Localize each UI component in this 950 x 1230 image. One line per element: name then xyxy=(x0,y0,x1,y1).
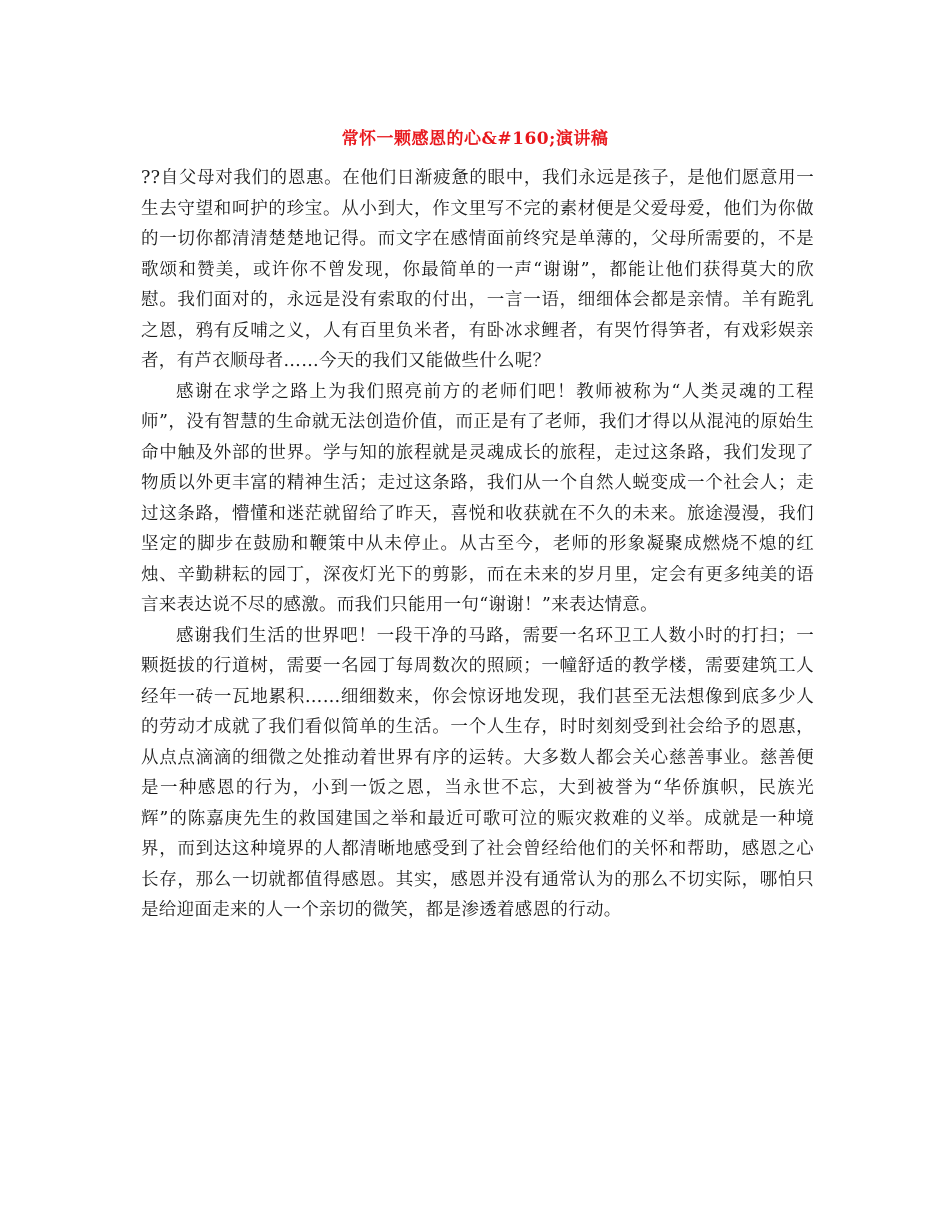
paragraph-parents: ??自父母对我们的恩惠。在他们日渐疲惫的眼中，我们永远是孩子，是他们愿意用一生去守望和呵护的珍宝。从小到大，作文里写不完的素材便是父爱母爱，他们为你做的一切你都清清楚楚地记得。而文字在感情面前终究是单薄的，父母所需要的，不是歌颂和赞美，或许你不曾发现，你最简单的一声“谢谢”，都能让他们获得莫大的欣慰。我们面对的，永远是没有索取的付出，一言一语，细细体会都是亲情。羊有跪乳之恩，鸦有反哺之义，人有百里负米者，有卧冰求鲤者，有哭竹得笋者，有戏彩娱亲者，有芦衣顺母者……今天的我们又能做些什么呢？ xyxy=(141,168,814,371)
paragraph-society: 感谢我们生活的世界吧！一段干净的马路，需要一名环卫工人数小时的打扫；一颗挺拔的行道树，需要一名园丁每周数次的照顾；一幢舒适的教学楼，需要建筑工人经年一砖一瓦地累积……细细数来，你会惊讶地发现，我们甚至无法想像到底多少人的劳动才成就了我们看似简单的生活。一个人生存，时时刻刻受到社会给予的恩惠，从点点滴滴的细微之处推动着世界有序的运转。大多数人都会关心慈善事业。慈善便是一种感恩的行为，小到一饭之恩，当永世不忘，大到被誉为“华侨旗帜，民族光辉”的陈嘉庚先生的救国建国之举和最近可歌可泣的赈灾救难的义举。成就是一种境界，而到达这种境界的人都清晰地感受到了社会曾经给他们的关怀和帮助，感恩之心长存，那么一切就都值得感恩。其实，感恩并没有通常认为的那么不切实际，哪怕只是给迎面走来的人一个亲切的微笑，都是渗透着感恩的行动。 xyxy=(141,625,814,920)
page-title: 常怀一颗感恩的心&#160;演讲稿 xyxy=(341,129,609,149)
paragraph-teachers: 感谢在求学之路上为我们照亮前方的老师们吧！教师被称为“人类灵魂的工程师”，没有智慧的生命就无法创造价值，而正是有了老师，我们才得以从混沌的原始生命中触及外部的世界。学与知的旅程就是灵魂成长的旅程，走过这条路，我们发现了物质以外更丰富的精神生活；走过这条路，我们从一个自然人蜕变成一个社会人；走过这条路，懵懂和迷茫就留给了昨天，喜悦和收获就在不久的未来。旅途漫漫，我们坚定的脚步在鼓励和鞭策中从未停止。从古至今，老师的形象凝聚成燃烧不熄的红烛、辛勤耕耘的园丁，深夜灯光下的剪影，而在未来的岁月里，定会有更多纯美的语言来表达说不尽的感激。而我们只能用一句“谢谢！”来表达情意。 xyxy=(141,381,814,615)
document-body xyxy=(141,163,814,926)
